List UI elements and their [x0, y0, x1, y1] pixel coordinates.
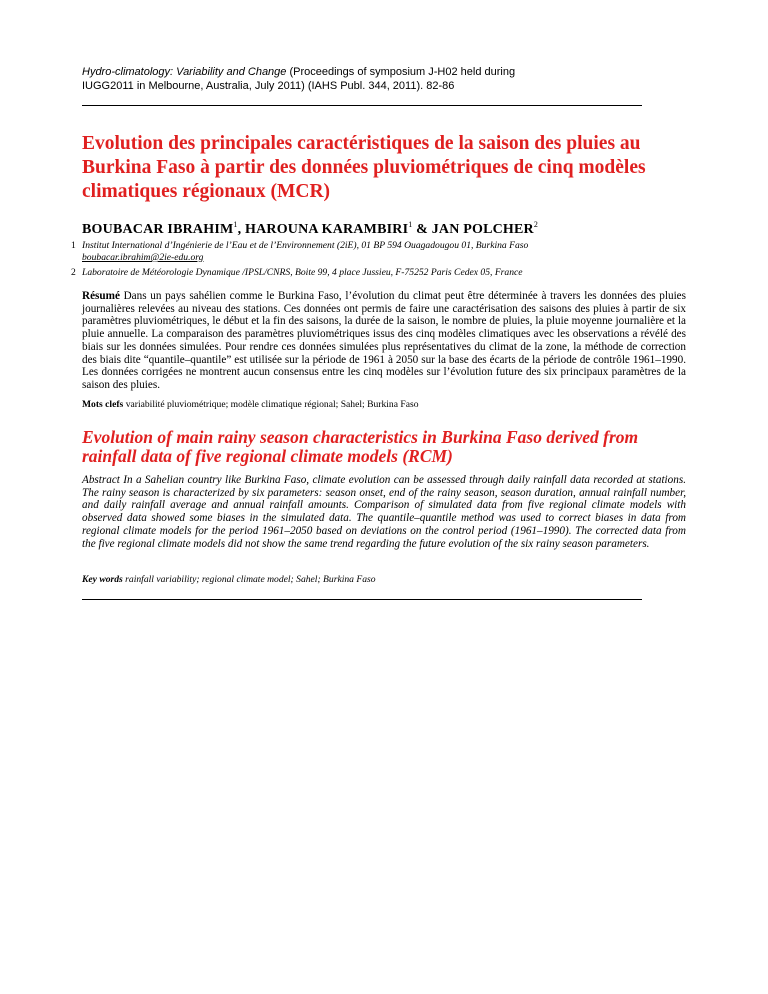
author-list	[82, 220, 682, 238]
publication-header	[82, 65, 682, 93]
french-keywords-text: variabilité pluviométrique; modèle climatique régional; Sahel; Burkina Faso	[123, 399, 419, 410]
affiliation-number: 1	[71, 240, 76, 251]
french-title: Evolution des principales caractéristiques de la saison des pluies au Burkina Faso à partir des données pluviométriques de cinq modèles climatiques régionaux (MCR)	[82, 133, 646, 202]
author-name: BOUBACAR IBRAHIM	[82, 222, 234, 237]
affiliation-number: 2	[71, 267, 76, 278]
english-keywords-text: rainfall variability; regional climate model; Sahel; Burkina Faso	[122, 574, 376, 585]
french-abstract-label: Résumé	[82, 290, 120, 302]
proceedings-info: (Proceedings of symposium J-H02 held during	[286, 66, 516, 78]
author-email-link[interactable]: boubacar.ibrahim@2ie-edu.org	[82, 252, 204, 263]
abstract-divider	[82, 599, 642, 600]
affiliation-marker: 1	[408, 220, 413, 229]
affiliation-text: Institut International d’Ingénierie de l’Eau et de l’Environnement (2iE), 01 BP 594 Ouagadougou 01, Burkina Faso	[82, 240, 529, 251]
affiliation-marker: 1	[233, 220, 238, 229]
header-divider	[82, 105, 642, 106]
english-title: Evolution of main rainy season characteristics in Burkina Faso derived from rainfall data of five regional climate models (RCM)	[82, 427, 639, 466]
french-abstract	[82, 290, 686, 392]
french-abstract-text: Dans un pays sahélien comme le Burkina Faso, l’évolution du climat peut être déterminée à travers les données des pluies journalières relevées au niveau des stations. Ces données ont permis de faire une caractérisation des saisons des pluies à partir de six paramètres pluviométriques, le début et la fin des saisons, la durée de la saison, le nombre de pluies, la pluie moyenne journalière et la pluie annuelle. La comparaison des paramètres pluviométriques issus des cinq modèles climatiques avec les observations a révélé des biais sur les données simulées. Pour rendre ces données simulées plus représentatives du climat de la zone, la méthode de correction des biais dite “quantile–quantile” est utilisée sur la période de 1961 à 2050 sur la base des écarts de la période de contrôle 1961–1990. Les données corrigées ne montrent aucun consensus entre les cinq modèles sur l’évolution future des six principaux paramètres de la saison des pluies.	[82, 290, 686, 391]
affiliation-1	[71, 240, 711, 264]
affiliation-2	[71, 267, 711, 279]
english-keywords-label: Key words	[82, 574, 123, 585]
affiliation-text: Laboratoire de Météorologie Dynamique /IPSL/CNRS, Boite 99, 4 place Jussieu, F-75252 Paris Cedex 05, France	[82, 267, 523, 278]
proceedings-info-line2: IUGG2011 in Melbourne, Australia, July 2011) (IAHS Publ. 344, 2011). 82-86	[82, 80, 455, 92]
journal-title: Hydro-climatology: Variability and Change	[82, 66, 287, 78]
author-separator: &	[412, 222, 432, 237]
author-name: HAROUNA KARAMBIRI	[245, 222, 409, 237]
affiliation-marker: 2	[533, 220, 539, 229]
author-name: JAN POLCHER	[431, 222, 534, 237]
english-keywords	[82, 574, 686, 586]
author-separator: ,	[237, 222, 245, 237]
french-keywords	[82, 399, 686, 411]
french-keywords-label: Mots clefs	[82, 399, 124, 410]
english-abstract: Abstract In a Sahelian country like Burkina Faso, climate evolution can be assessed through daily rainfall data recorded at stations. The rainy season is characterized by six parameters: season onset, end of the rainy season, season duration, annual rainfall number, and daily rainfall average and annual rainfall amounts. Comparison of simulated data from five regional climate models with observed data showed some biases in the simulated data. The quantile–quantile method was used to correct biases in data from regional climate models for the period 1961–2050 based on deviations on the control period (1961–1990). The corrected data from the five regional climate models did not show the same trend regarding the future evolution of the six rainy season parameters.	[82, 474, 686, 550]
